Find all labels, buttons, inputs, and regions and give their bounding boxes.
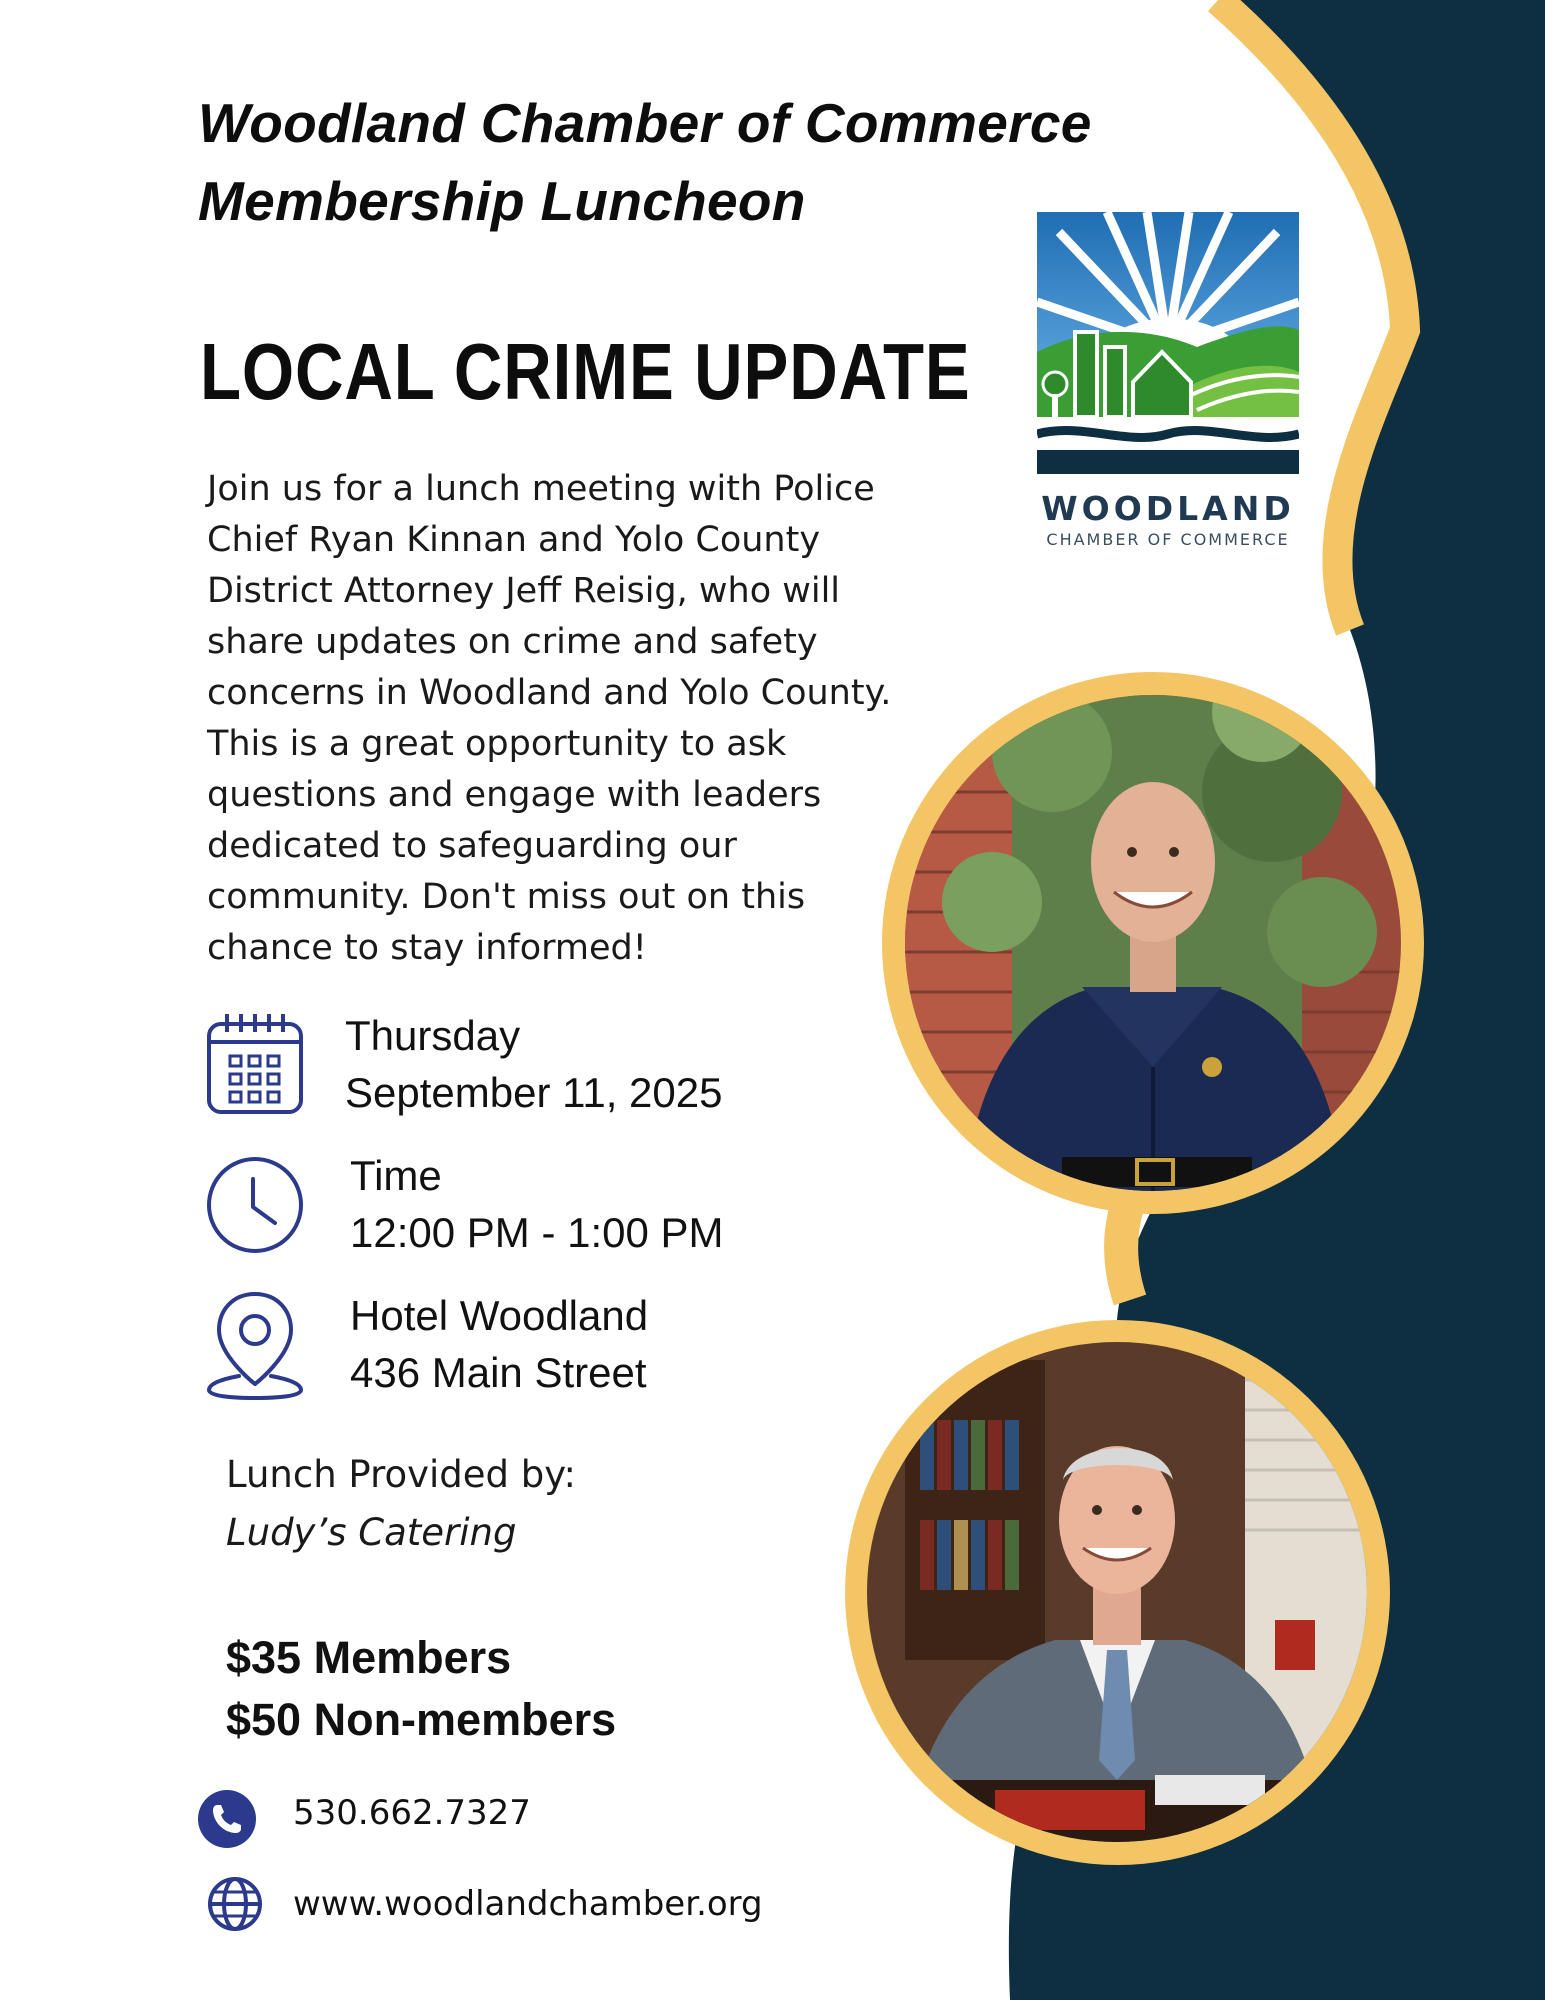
venue-name: Hotel Woodland	[350, 1292, 649, 1339]
location-pin-icon	[205, 1290, 305, 1402]
phone-number[interactable]: 530.662.7327	[293, 1793, 531, 1833]
non-member-price: $50 Non-members	[226, 1694, 617, 1745]
lunch-provider: Ludy’s Catering	[226, 1511, 517, 1554]
clock-icon	[205, 1155, 305, 1255]
globe-icon	[207, 1876, 263, 1932]
event-date: September 11, 2025	[345, 1069, 723, 1116]
event-description: Join us for a lunch meeting with Police Chief Ryan Kinnan and Yolo County District Attorney Jeff Reisig, who will share updates on crime and safety concerns in Woodland and Yolo County. This is a great opportunity to ask questions and engage with leaders dedicated to safeguarding our community. Don't miss out on this chance to stay informed!	[207, 469, 892, 968]
website-link[interactable]: www.woodlandchamber.org	[293, 1884, 763, 1924]
event-title: LOCAL CRIME UPDATE	[200, 327, 971, 416]
phone-icon	[198, 1790, 256, 1848]
police-chief-portrait	[882, 672, 1424, 1214]
organization-line-1: Woodland Chamber of Commerce	[198, 92, 1092, 154]
time-label: Time	[350, 1152, 442, 1199]
organization-line-2: Membership Luncheon	[198, 170, 806, 232]
logo-name: WOODLAND	[1041, 489, 1295, 528]
member-price: $35 Members	[226, 1632, 512, 1683]
woodland-chamber-logo	[1037, 212, 1299, 549]
venue-address: 436 Main Street	[350, 1349, 647, 1396]
district-attorney-portrait	[845, 1320, 1390, 1865]
logo-subtitle: CHAMBER OF COMMERCE	[1046, 530, 1290, 549]
lunch-label: Lunch Provided by:	[226, 1453, 576, 1496]
calendar-icon	[205, 1012, 305, 1116]
logo-emblem	[1037, 212, 1299, 474]
organization-heading	[198, 84, 1092, 240]
police-chief-photo	[882, 672, 1424, 1214]
district-attorney-photo	[845, 1320, 1390, 1865]
event-day: Thursday	[345, 1012, 521, 1059]
time-range: 12:00 PM - 1:00 PM	[350, 1209, 724, 1256]
